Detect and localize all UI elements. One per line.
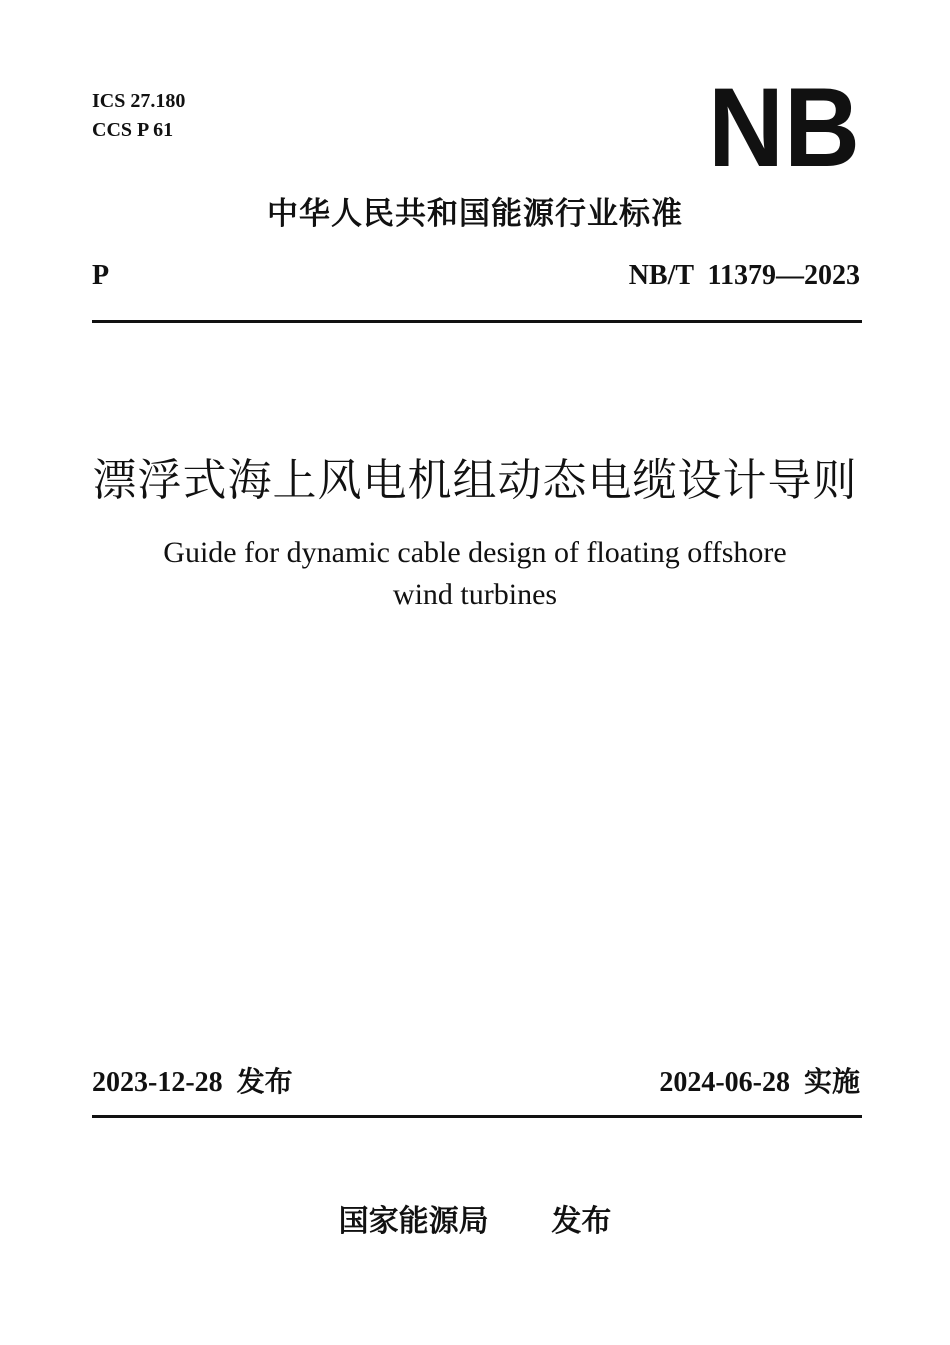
issuing-authority: 国家能源局 发布	[338, 1204, 612, 1239]
implementation-date: 2024-06-28 实施	[659, 1067, 860, 1098]
bottom-divider	[92, 1115, 862, 1118]
nb-logo-text: NB	[708, 76, 860, 176]
title-english-line-1: Guide for dynamic cable design of floating offshore	[163, 536, 787, 569]
ics-code: ICS 27.180	[92, 90, 186, 112]
issue-date: 2023-12-28 发布	[92, 1067, 293, 1098]
standard-category: 中华人民共和国能源行业标准	[267, 196, 683, 232]
standard-number: NB/T 11379—2023	[628, 260, 860, 291]
nb-logo	[708, 76, 868, 176]
title-english-line-2: wind turbines	[392, 578, 558, 611]
ccs-code: CCS P 61	[92, 119, 174, 141]
classification-letter: P	[92, 260, 110, 291]
title-chinese: 漂浮式海上风电机组动态电缆设计导则	[92, 455, 858, 506]
top-divider	[92, 320, 862, 323]
